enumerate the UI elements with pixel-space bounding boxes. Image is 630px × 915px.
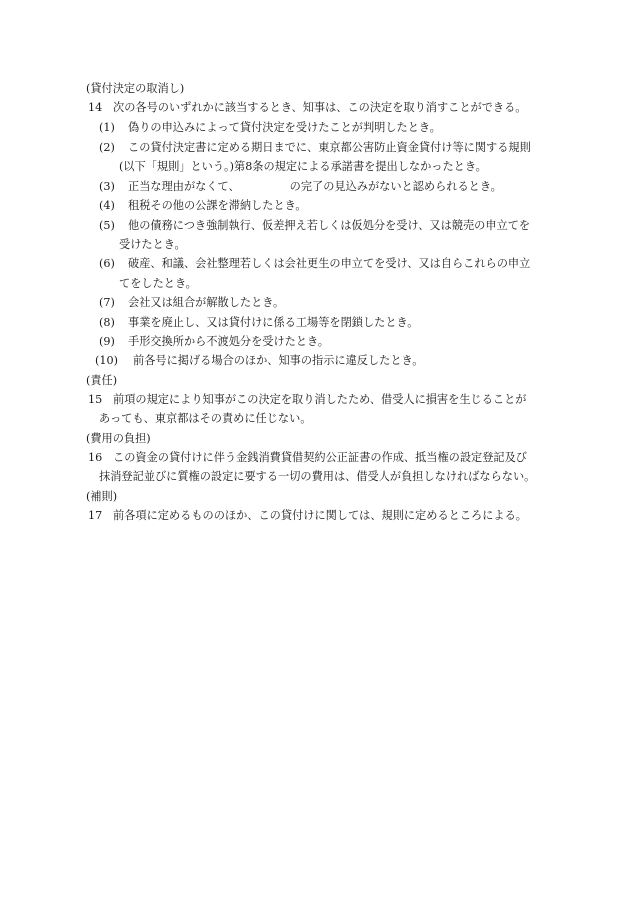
item-text: 事業を廃止し、又は貸付けに係る工場等を閉鎖したとき。 [128, 316, 419, 329]
section-heading-cancellation: (貸付決定の取消し) [86, 82, 185, 95]
clause-text-continued: 抹消登記並びに質権の設定に要する一切の費用は、借受人が負担しなければならない。 [99, 470, 536, 483]
item-text: 会社又は組合が解散したとき。 [128, 296, 285, 309]
item-text-part: の完了の見込みがないと認められるとき。 [289, 180, 502, 193]
item-text: 他の債務につき強制執行、仮差押え若しくは仮処分を受け、又は競売の申立てを [128, 219, 531, 232]
clause-text: 前各項に定めるもののほか、この貸付けに関しては、規則に定めるところによる。 [113, 509, 527, 522]
section-heading-supplementary: (補則) [86, 490, 118, 503]
clause-number: 15 [88, 393, 103, 406]
clause-text: この資金の貸付けに伴う金銭消費貸借契約公正証書の作成、抵当権の設定登記及び [113, 451, 527, 464]
item-number: (3) [99, 180, 115, 193]
item-text: 租税その他の公課を滞納したとき。 [128, 199, 307, 212]
item-number: (9) [99, 335, 115, 348]
item-text [128, 180, 502, 194]
item-text-part: 正当な理由がなくて、 [128, 180, 240, 193]
section-heading-responsibility: (責任) [86, 374, 118, 387]
item-text: 手形交換所から不渡処分を受けたとき。 [128, 335, 329, 348]
item-text-continued: てをしたとき。 [119, 277, 197, 290]
item-number: (7) [99, 296, 115, 309]
item-text: 前各号に掲げる場合のほか、知事の指示に違反したとき。 [133, 354, 424, 367]
section-heading-cost-burden: (費用の負担) [86, 432, 151, 445]
item-text-continued: 受けたとき。 [119, 238, 186, 251]
item-text: この貸付決定書に定める期日までに、東京都公害防止資金貸付け等に関する規則 [128, 141, 531, 154]
item-number: (8) [99, 316, 115, 329]
item-number: (4) [99, 199, 115, 212]
clause-text: 次の各号のいずれかに該当するとき、知事は、この決定を取り消すことができる。 [113, 101, 527, 114]
clause-number: 14 [88, 101, 103, 114]
clause-text-continued: あっても、東京都はその責めに任じない。 [99, 412, 312, 425]
item-number: (1) [99, 121, 115, 134]
clause-number: 17 [88, 509, 103, 522]
item-number: (10) [95, 354, 118, 367]
item-number: (2) [99, 141, 115, 154]
item-number: (6) [99, 257, 115, 270]
item-text: 偽りの申込みによって貸付決定を受けたことが判明したとき。 [128, 121, 441, 134]
item-text-continued: (以下「規則」という。)第8条の規定による承諾書を提出しなかったとき。 [119, 160, 487, 173]
clause-text: 前項の規定により知事がこの決定を取り消したため、借受人に損害を生じることが [113, 393, 527, 406]
clause-number: 16 [88, 451, 103, 464]
item-text: 破産、和議、会社整理若しくは会社更生の申立てを受け、又は自らこれらの申立 [128, 257, 531, 270]
item-number: (5) [99, 219, 115, 232]
